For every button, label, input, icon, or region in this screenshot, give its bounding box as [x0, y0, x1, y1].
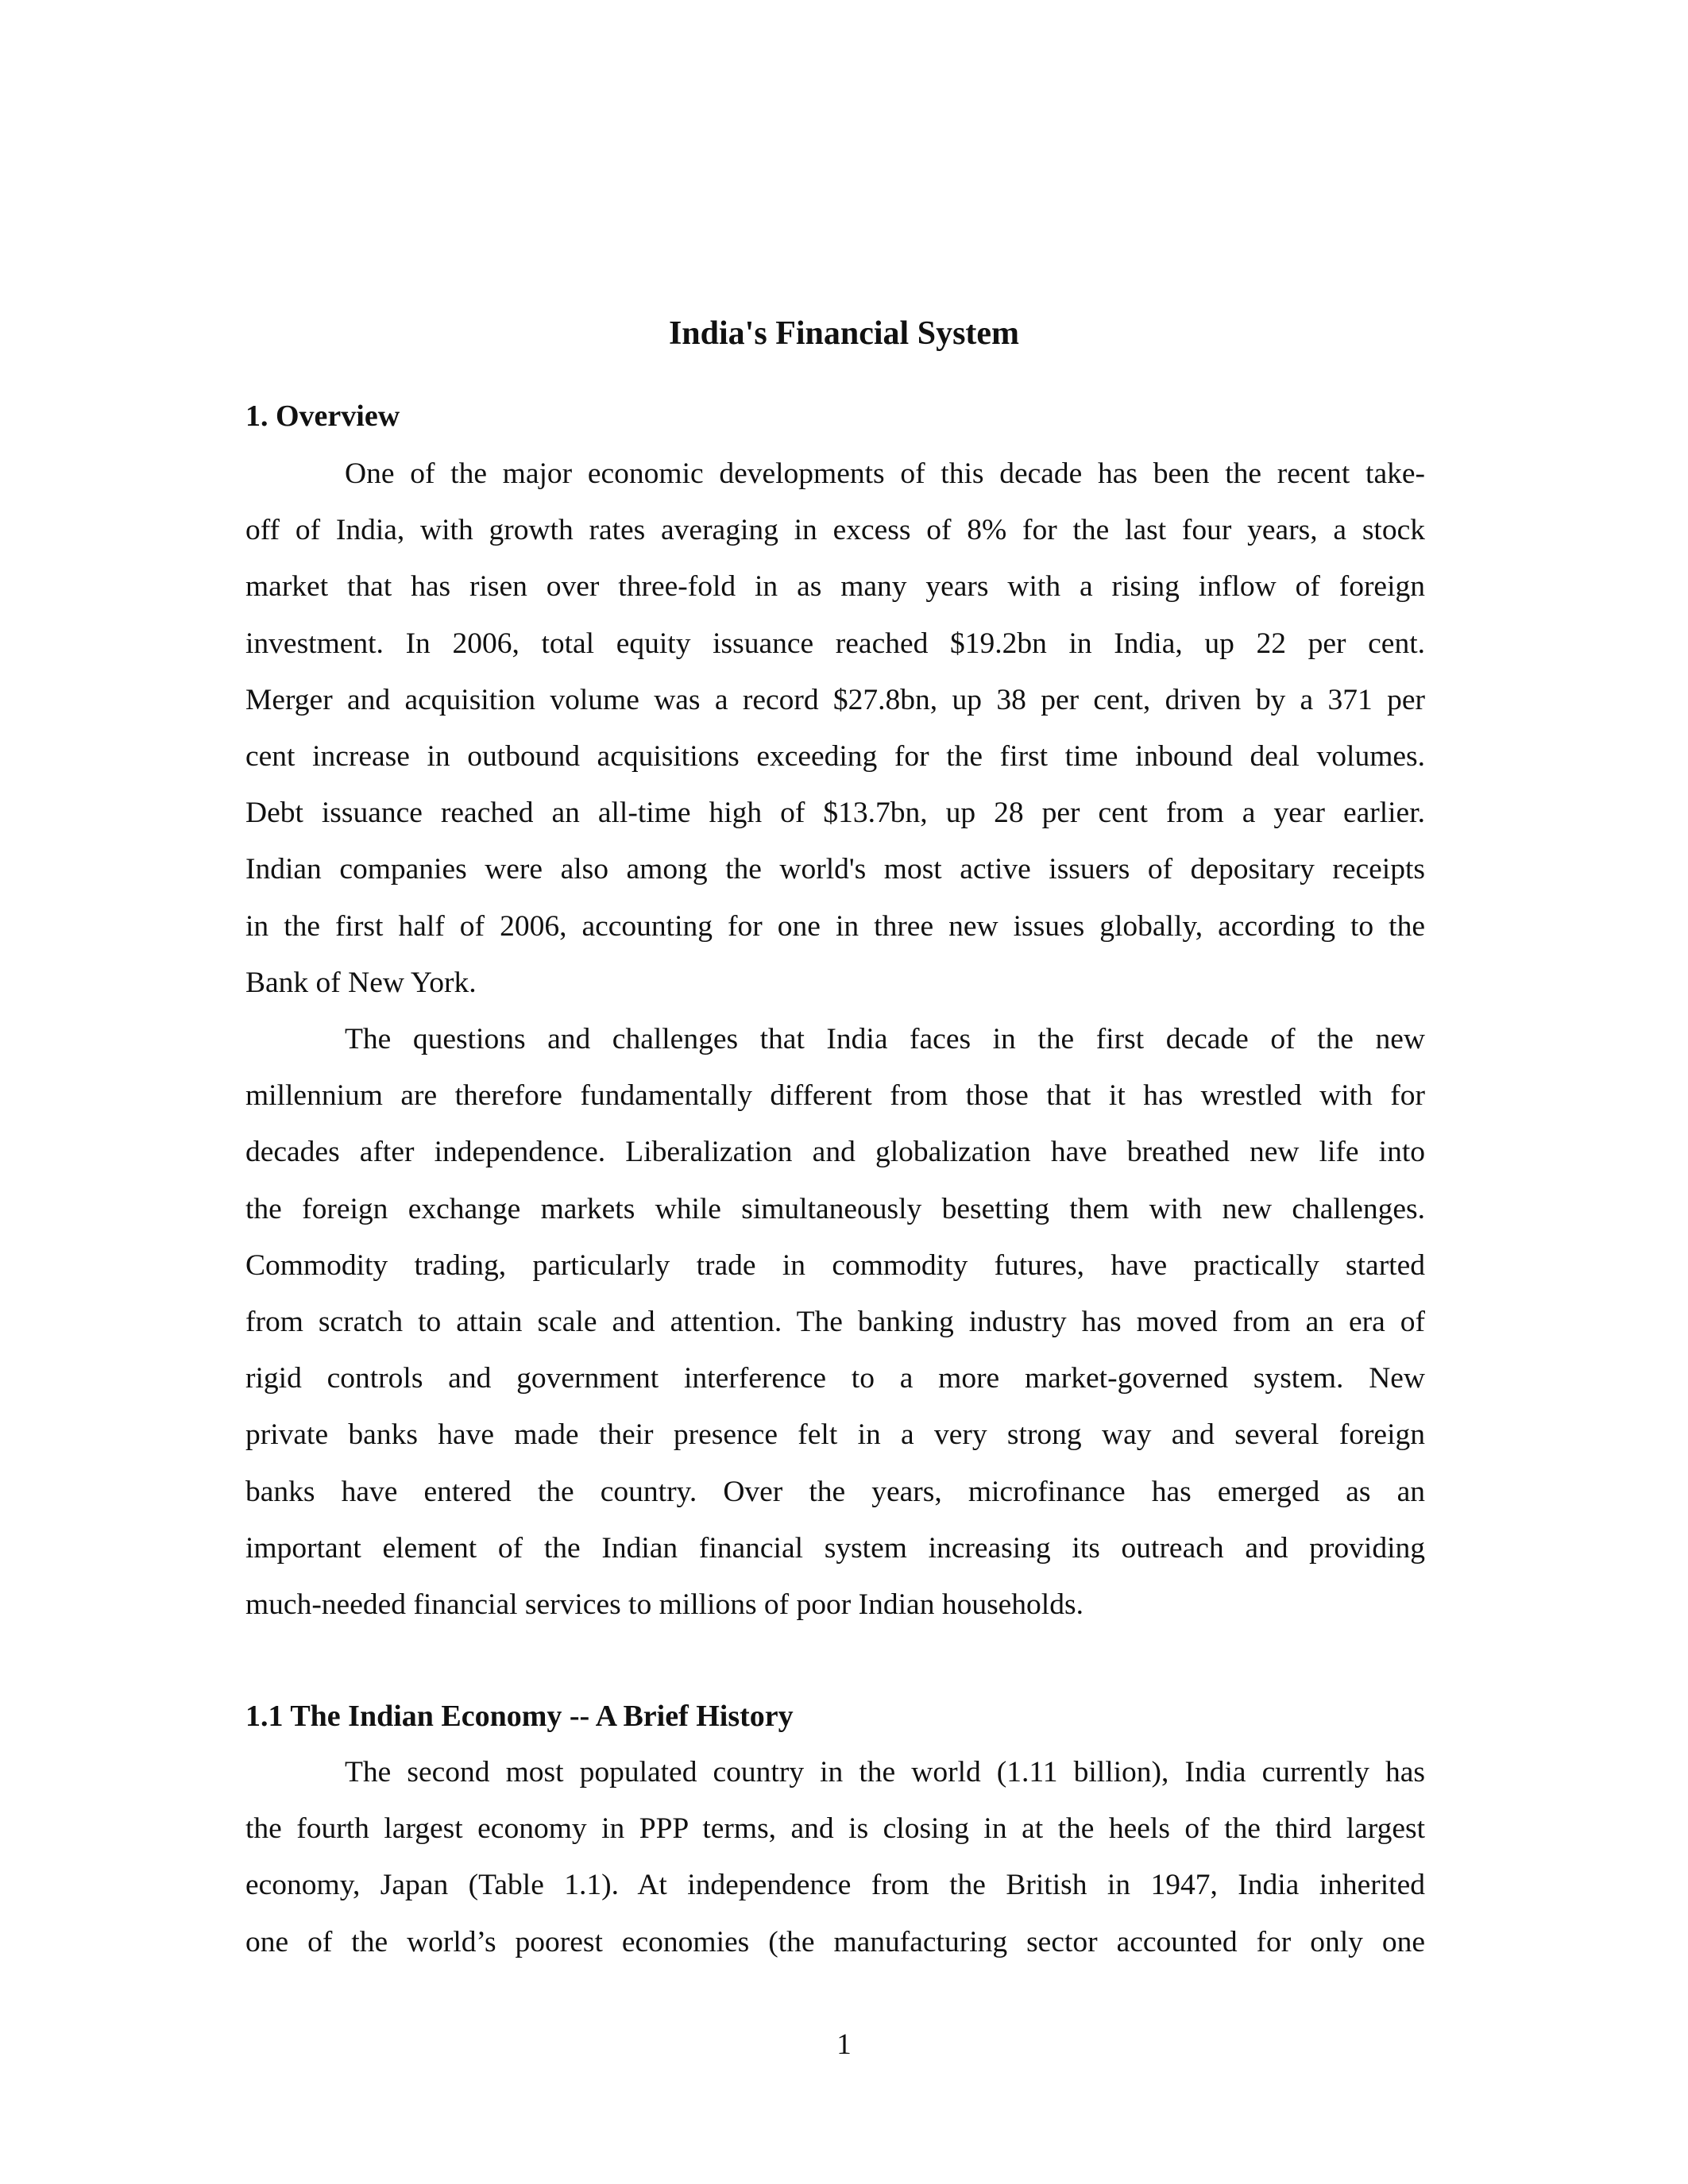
text-line: much-needed financial services to millions of poor Indian households.	[245, 1588, 1083, 1621]
text-line: market that has risen over three-fold in as many years with a rising inflow of foreign	[245, 570, 1425, 604]
text-line: decades after independence. Liberalization and globalization have breathed new life into	[245, 1136, 1425, 1169]
text-line: millennium are therefore fundamentally different from those that it has wrestled with for	[245, 1079, 1425, 1113]
text-line: rigid controls and government interference to a more market-governed system. New	[245, 1362, 1425, 1395]
text-line: investment. In 2006, total equity issuance reached $19.2bn in India, up 22 per cent.	[245, 627, 1425, 660]
text-line: Commodity trading, particularly trade in commodity futures, have practically started	[245, 1248, 1425, 1282]
text-line: off of India, with growth rates averaging in excess of 8% for the last four years, a stock	[245, 514, 1425, 547]
text-line: from scratch to attain scale and attention. The banking industry has moved from an era of	[245, 1305, 1425, 1338]
text-line: The second most populated country in the world (1.11 billion), India currently has	[345, 1756, 1425, 1788]
text-line: private banks have made their presence felt in a very strong way and several foreign	[245, 1418, 1425, 1452]
paragraph-1	[245, 446, 1425, 1011]
text-line: The questions and challenges that India faces in the first decade of the new	[345, 1023, 1425, 1055]
text-line: the foreign exchange markets while simultaneously besetting them with new challenges.	[245, 1192, 1425, 1225]
text-line: important element of the Indian financial system increasing its outreach and providing	[245, 1531, 1425, 1565]
paragraph-3	[245, 1744, 1425, 1970]
text-line: banks have entered the country. Over the years, microfinance has emerged as an	[245, 1475, 1425, 1508]
section-heading-overview: 1. Overview	[245, 399, 400, 433]
paragraph-2	[245, 1011, 1425, 1633]
text-line: in the first half of 2006, accounting for one in three new issues globally, according to the	[245, 909, 1425, 943]
text-line: cent increase in outbound acquisitions exceeding for the first time inbound deal volumes.	[245, 739, 1425, 773]
text-line: economy, Japan (Table 1.1). At independence from the British in 1947, India inherited	[245, 1869, 1425, 1902]
text-line: one of the world’s poorest economies (the manufacturing sector accounted for only one	[245, 1925, 1425, 1958]
text-line: Indian companies were also among the world's most active issuers of depositary receipts	[245, 853, 1425, 886]
document-title: India's Financial System	[668, 315, 1020, 352]
text-line: One of the major economic developments of this decade has been the recent take-	[345, 457, 1425, 490]
text-line: the fourth largest economy in PPP terms, and is closing in at the heels of the third largest	[245, 1812, 1425, 1846]
page-number: 1	[836, 2028, 852, 2061]
text-line: Debt issuance reached an all-time high of $13.7bn, up 28 per cent from a year earlier.	[245, 797, 1425, 830]
text-line: Merger and acquisition volume was a record $27.8bn, up 38 per cent, driven by a 371 per	[245, 683, 1425, 716]
text-line: Bank of New York.	[245, 966, 477, 999]
section-heading-brief-history: 1.1 The Indian Economy -- A Brief History	[245, 1700, 794, 1733]
